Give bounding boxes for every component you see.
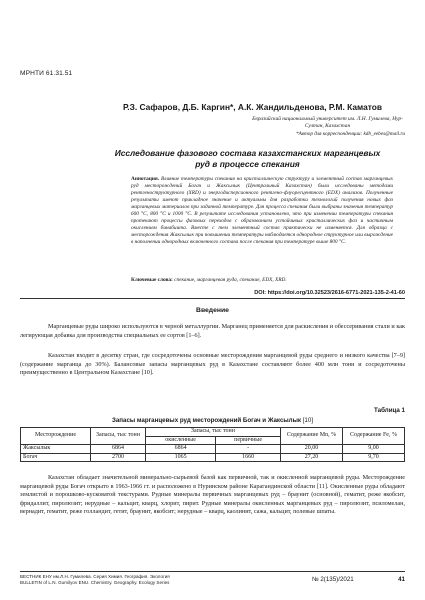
header-primary: первичные [216, 436, 281, 445]
header-mn: Содержание Mn, % [281, 428, 343, 445]
cell-fe: 9,70 [343, 453, 405, 462]
article-title-line-2: руд в процессе спекания [195, 159, 300, 169]
cell-total: 6864 [91, 445, 146, 454]
issue-number: № 2(135)/2021 [312, 576, 354, 583]
keywords-label: Ключевые слова: [131, 277, 173, 283]
keywords-text: спекание, марганцевая руда, спекание, EDX, XRD. [172, 277, 287, 283]
article-authors: Р.З. Сафаров, Д.Б. Каргин*, А.К. Жандильденова, Р.М. Каматов [122, 102, 383, 112]
header-deposit: Месторождение [21, 428, 91, 445]
footer-divider [20, 571, 405, 572]
header-reserves: Запасы, тыс тонн [91, 428, 146, 445]
paragraph-2: Казахстан входит в десятку стран, где сосредоточены основные месторождения марганцевой руды среднего и низкого качества [7–9] (содержание марганца до 30%). Балансовые запасы марганцевых руд в Казахстане составляют более 400 млн тонн и сосредоточены преимущественно в Центральном Казахстане [10]. [20, 352, 405, 376]
table-label: Таблица 1 [374, 407, 405, 414]
article-title-line-1: Исследование фазового состава казахстанских марганцевых [114, 148, 381, 158]
table-header-row [21, 428, 405, 437]
reserves-table [20, 427, 405, 462]
mrnti-code: МРНТИ 61.31.51 [20, 70, 73, 77]
keywords [131, 277, 393, 283]
cell-fe: 9,00 [343, 445, 405, 454]
abstract [131, 176, 393, 246]
journal-name-en: BULLETIN of L.N. Gumilyov ENU. Chemistry. Geography. Ecology Series [20, 580, 170, 585]
table-title-text: Запасы марганцевых руд месторождений Богач и Жаксылык [111, 417, 301, 424]
cell-primary: - [216, 445, 281, 454]
header-divider [20, 298, 405, 299]
page-number: 41 [398, 576, 405, 583]
paragraph-3: Казахстан обладает значительной минерально-сырьевой базой как первичной, так и окисленной марганцевой руды. Месторождение марганцевой руды Богач открыто в 1963-1966 гг. и расположено в Нуринском районе Карагандинской области [11]. Окисленные руды обладают землистой и порошково-кусковатой текстурами. Рудные минералы первичных марганцевых руд – браунит (основной), гематит, реже якобсит, фридаллит, пиролюзит; нерудные – кальцит, кварц, хлорит, пирит. Рудные минералы окисленных марганцевых руд – пиролюзит, псиломелан, вернадит, гематит, реже голландит, гетит, браунит, якобсит; нерудные – кварц, каолинит, сажа, кальцит, полевые шпаты. [20, 474, 405, 515]
author-affiliation: Евразийский национальный университет им. Л.Н. Гумилева, Нур-Султан, Казахстан [252, 116, 403, 129]
paragraph-1: Марганцевые руды широко используются в черной металлургии. Марганец применяется для раскисления и обессеривания стали и как легирующая добавка для производства специальных ее сортов [1–6]. [20, 323, 405, 339]
journal-name [20, 574, 170, 586]
table-row [21, 453, 405, 462]
cell-primary: 1660 [216, 453, 281, 462]
header-fe: Содержание Fe, % [343, 428, 405, 445]
header-reserves-split: Запасы, тыс тонн [146, 428, 281, 437]
abstract-label: Аннотация. [131, 176, 160, 182]
cell-oxidized: 6864 [146, 445, 216, 454]
header-oxidized: окисленные [146, 436, 216, 445]
cell-deposit-name: Жаксылык [21, 445, 91, 454]
cell-oxidized: 1065 [146, 453, 216, 462]
article-title [110, 148, 385, 170]
table-title [0, 417, 425, 424]
abstract-text: Влияние температуры спекания на кристаллическую структуру и элементный состав марганцевых руд месторождений Богач и Жаксылык (Центральный Казахстан) были исследованы методами рентгеноструктурного (XRD) и энергодисперсионного рентгено-флуоресцентного (EDX) анализов. Полученные результаты имеют прикладное значение и актуальны для разработки технологий получения новых фаз марганцевых материалов при заданной температуре. Для процесса спекания были выбраны значения температур 600 °С, 800 °С и 1000 °С. В результате исследования установлено, что при изменении температуры спекания протекают процессы фазовых переходов с образованием устойчивых кристаллических фаз и частичным окислением бинабиита. Вместе с тем элементный состав практически не изменяется. Для образца с месторождения Жаксылык при повышении температуры наблюдается однородное структурное или вырождение в наполнении однородных включенного состава после спекания при температуре выше 800 °С. [131, 176, 393, 246]
cell-deposit-name: Богач [21, 453, 91, 462]
cell-mn: 20,00 [281, 445, 343, 454]
table-title-ref: [10] [300, 417, 314, 424]
correspondence-note: *Автор для корреспонденции: kdb_eebes@mail.ru [295, 131, 405, 137]
cell-total: 2700 [91, 453, 146, 462]
cell-mn: 27,20 [281, 453, 343, 462]
journal-name-ru: ВЕСТНИК ЕНУ им.Л.Н. Гумилева. Серия Химия. География. Экология [20, 574, 170, 579]
table-row [21, 445, 405, 454]
section-title: Введение [196, 307, 229, 314]
doi-link[interactable]: DOI: https://doi.org/10.32523/2616-6771-2021-135-2-41-60 [254, 290, 405, 296]
